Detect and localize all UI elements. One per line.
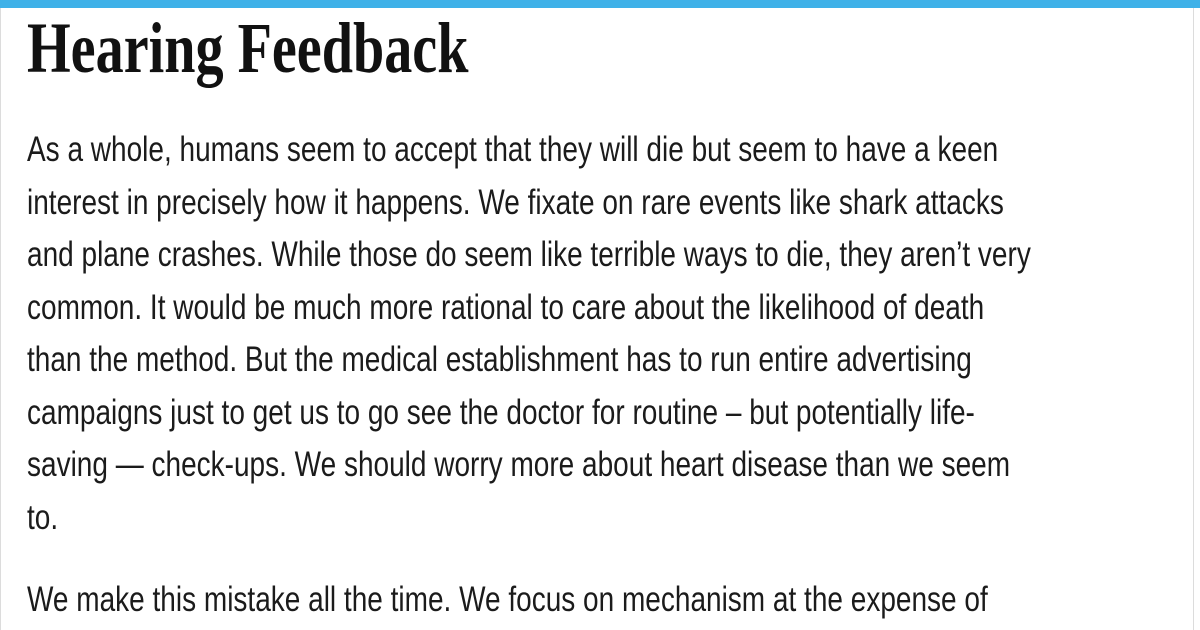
- text-line: and plane crashes. While those do seem like terrible ways to die, they aren’t very: [27, 235, 1031, 274]
- text-line: As a whole, humans seem to accept that they will die but seem to have a keen: [27, 130, 999, 169]
- text-line: to.: [27, 497, 59, 537]
- left-edge-line: [0, 8, 1, 630]
- text-line: saving — check-ups. We should worry more about heart disease than we seem: [27, 445, 1011, 484]
- paragraph: [27, 124, 1031, 544]
- page-title: Hearing Feedback: [27, 8, 469, 88]
- text-line: than the method. But the medical establishment has to run entire advertising: [27, 340, 972, 379]
- article-body: [27, 124, 1031, 627]
- text-line: common. It would be much more rational to care about the likelihood of death: [27, 287, 985, 327]
- article: [0, 8, 1200, 627]
- top-accent-bar: [0, 0, 1200, 8]
- right-edge-line: [1193, 8, 1194, 630]
- text-line: campaigns just to get us to go see the doctor for routine – but potentially life-: [27, 392, 975, 432]
- paragraph: [27, 574, 988, 627]
- text-line: We make this mistake all the time. We focus on mechanism at the expense of: [27, 580, 988, 619]
- text-line: interest in precisely how it happens. We fixate on rare events like shark attacks: [27, 182, 1004, 222]
